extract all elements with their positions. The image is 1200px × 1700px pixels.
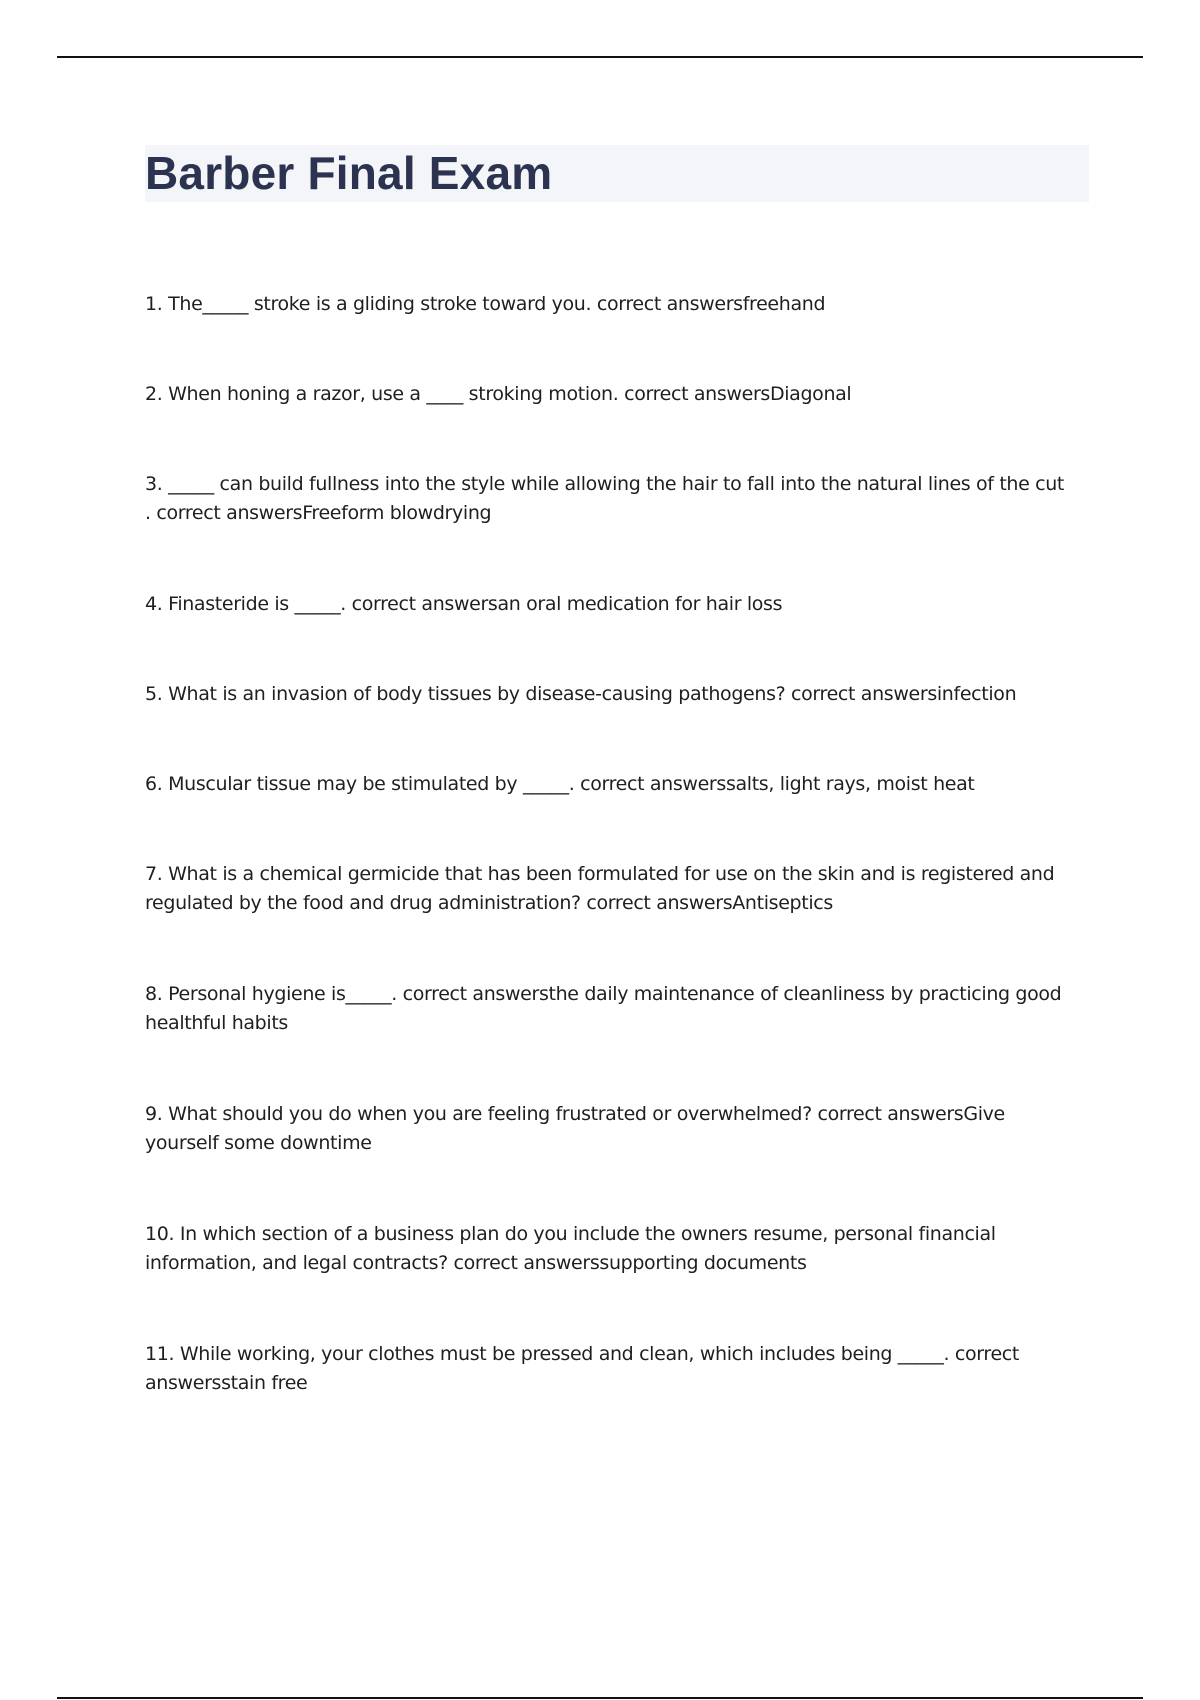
question-item-6: 6. Muscular tissue may be stimulated by _____. correct answerssalts, light rays, moist heat — [145, 773, 975, 795]
question-item-1: 1. The_____ stroke is a gliding stroke toward you. correct answersfreehand — [145, 293, 826, 315]
question-item-2: 2. When honing a razor, use a ____ stroking motion. correct answersDiagonal — [145, 383, 852, 405]
question-item-7: 7. What is a chemical germicide that has been formulated for use on the skin and is registered and regulated by the food and drug administration? correct answersAntiseptics — [145, 863, 1055, 914]
bottom-divider — [57, 1697, 1143, 1699]
question-list — [145, 290, 1075, 1460]
document-title: Barber Final Exam — [145, 147, 553, 199]
question-item-11: 11. While working, your clothes must be pressed and clean, which includes being _____. correct answersstain free — [145, 1343, 1020, 1394]
question-item-8: 8. Personal hygiene is_____. correct answersthe daily maintenance of cleanliness by practicing good healthful habits — [145, 983, 1062, 1034]
question-item-4: 4. Finasteride is _____. correct answersan oral medication for hair loss — [145, 593, 783, 615]
question-item-5: 5. What is an invasion of body tissues by disease-causing pathogens? correct answersinfection — [145, 683, 1017, 705]
question-item-9: 9. What should you do when you are feeling frustrated or overwhelmed? correct answersGive yourself some downtime — [145, 1103, 1005, 1154]
question-item-3: 3. _____ can build fullness into the style while allowing the hair to fall into the natural lines of the cut . correct answersFreeform blowdrying — [145, 473, 1065, 524]
top-divider — [57, 56, 1143, 58]
question-item-10: 10. In which section of a business plan do you include the owners resume, personal financial information, and legal contracts? correct answerssupporting documents — [145, 1223, 996, 1274]
